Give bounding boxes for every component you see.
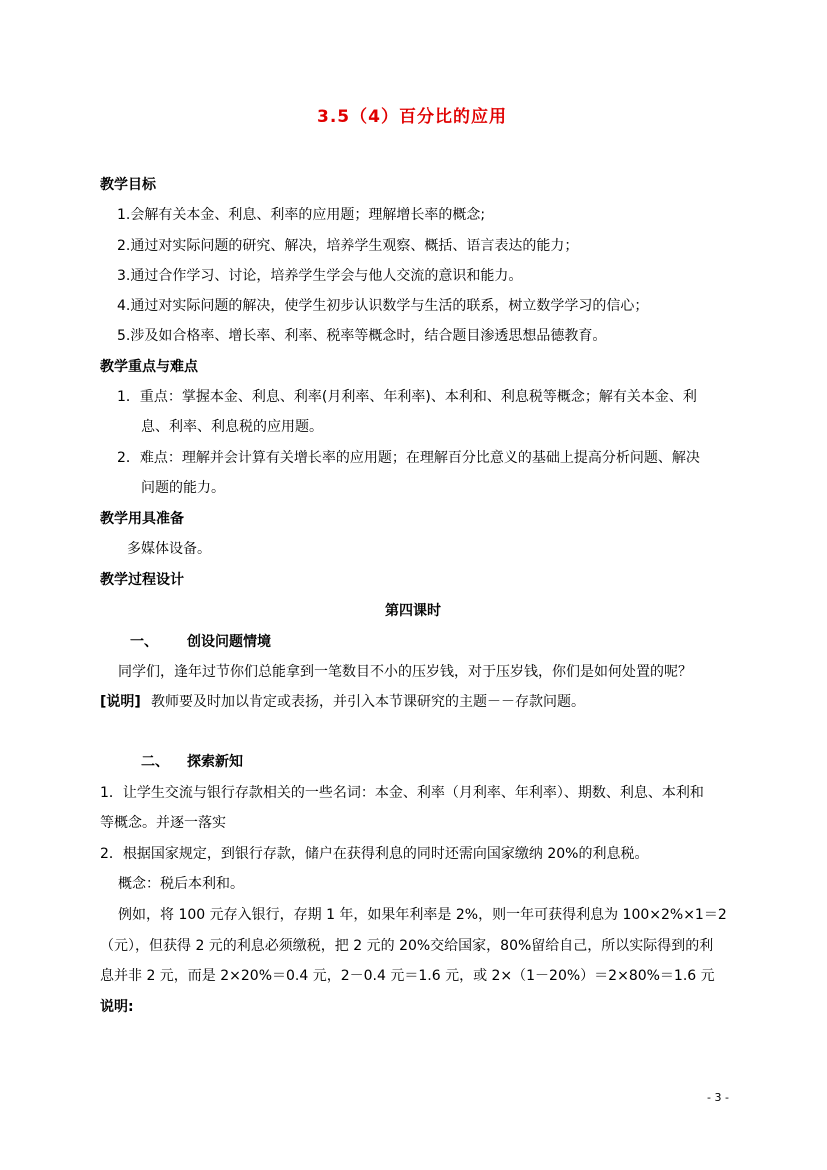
- objective-item: 5.涉及如合格率、增长率、利率、税率等概念时，结合题目渗透思想品德教育。: [117, 328, 607, 344]
- key-point-line: 息、利率、利息税的应用题。: [141, 419, 323, 435]
- objective-item: 3.通过合作学习、讨论，培养学生学会与他人交流的意识和能力。: [117, 268, 523, 284]
- section2-number: 二、: [141, 754, 169, 770]
- page-number: - 3 -: [707, 1091, 729, 1104]
- page-title: 3.5（4）百分比的应用: [317, 107, 507, 127]
- section2-title: 探索新知: [187, 754, 243, 770]
- paragraph-line: 1．让学生交流与银行存款相关的一些名词：本金、利率（月利率、年利率）、期数、利息、本利和: [100, 785, 704, 801]
- key-point-line: 2．难点：理解并会计算有关增长率的应用题；在理解百分比意义的基础上提高分析问题、解决: [117, 450, 700, 466]
- tools-text: 多媒体设备。: [127, 541, 211, 557]
- key-points-heading: 教学重点与难点: [100, 359, 198, 375]
- objectives-heading: 教学目标: [100, 177, 156, 193]
- objective-item: 1.会解有关本金、利息、利率的应用题；理解增长率的概念;: [117, 207, 486, 223]
- explain-label: 说明:: [100, 999, 134, 1015]
- example-line: 例如，将 100 元存入银行，存期 1 年，如果年利率是 2%，则一年可获得利息为 100×2%×1＝2: [118, 907, 727, 923]
- section1-number: 一、: [130, 634, 158, 650]
- process-heading: 教学过程设计: [100, 572, 184, 588]
- objective-item: 4.通过对实际问题的解决，使学生初步认识数学与生活的联系，树立数学学习的信心；: [117, 298, 649, 314]
- paragraph-line: 2．根据国家规定，到银行存款，储户在获得利息的同时还需向国家缴纳 20%的利息税。: [100, 846, 649, 862]
- note-label: [说明]: [100, 694, 141, 710]
- note-text: 教师要及时加以肯定或表扬，并引入本节课研究的主题－－存款问题。: [151, 694, 585, 710]
- key-point-line: 1．重点：掌握本金、利息、利率(月利率、年利率)、本利和、利息税等概念；解有关本金、利: [117, 389, 697, 405]
- paragraph-line: 等概念。并逐一落实: [100, 815, 226, 831]
- tools-heading: 教学用具准备: [100, 511, 184, 527]
- example-line: （元），但获得 2 元的利息必须缴税，把 2 元的 20%交给国家，80%留给自己，所以实际得到的利: [100, 938, 714, 954]
- key-point-line: 问题的能力。: [141, 480, 225, 496]
- section1-text: 同学们，逢年过节你们总能拿到一笔数目不小的压岁钱，对于压岁钱，你们是如何处置的呢？: [118, 664, 692, 680]
- concept-text: 概念：税后本利和。: [118, 876, 244, 892]
- example-line: 息并非 2 元，而是 2×20%＝0.4 元，2－0.4 元＝1.6 元，或 2×（1－20%）＝2×80%＝1.6 元: [100, 968, 715, 984]
- lesson-title: 第四课时: [385, 603, 441, 619]
- objective-item: 2.通过对实际问题的研究、解决，培养学生观察、概括、语言表达的能力；: [117, 238, 579, 254]
- section1-title: 创设问题情境: [187, 634, 271, 650]
